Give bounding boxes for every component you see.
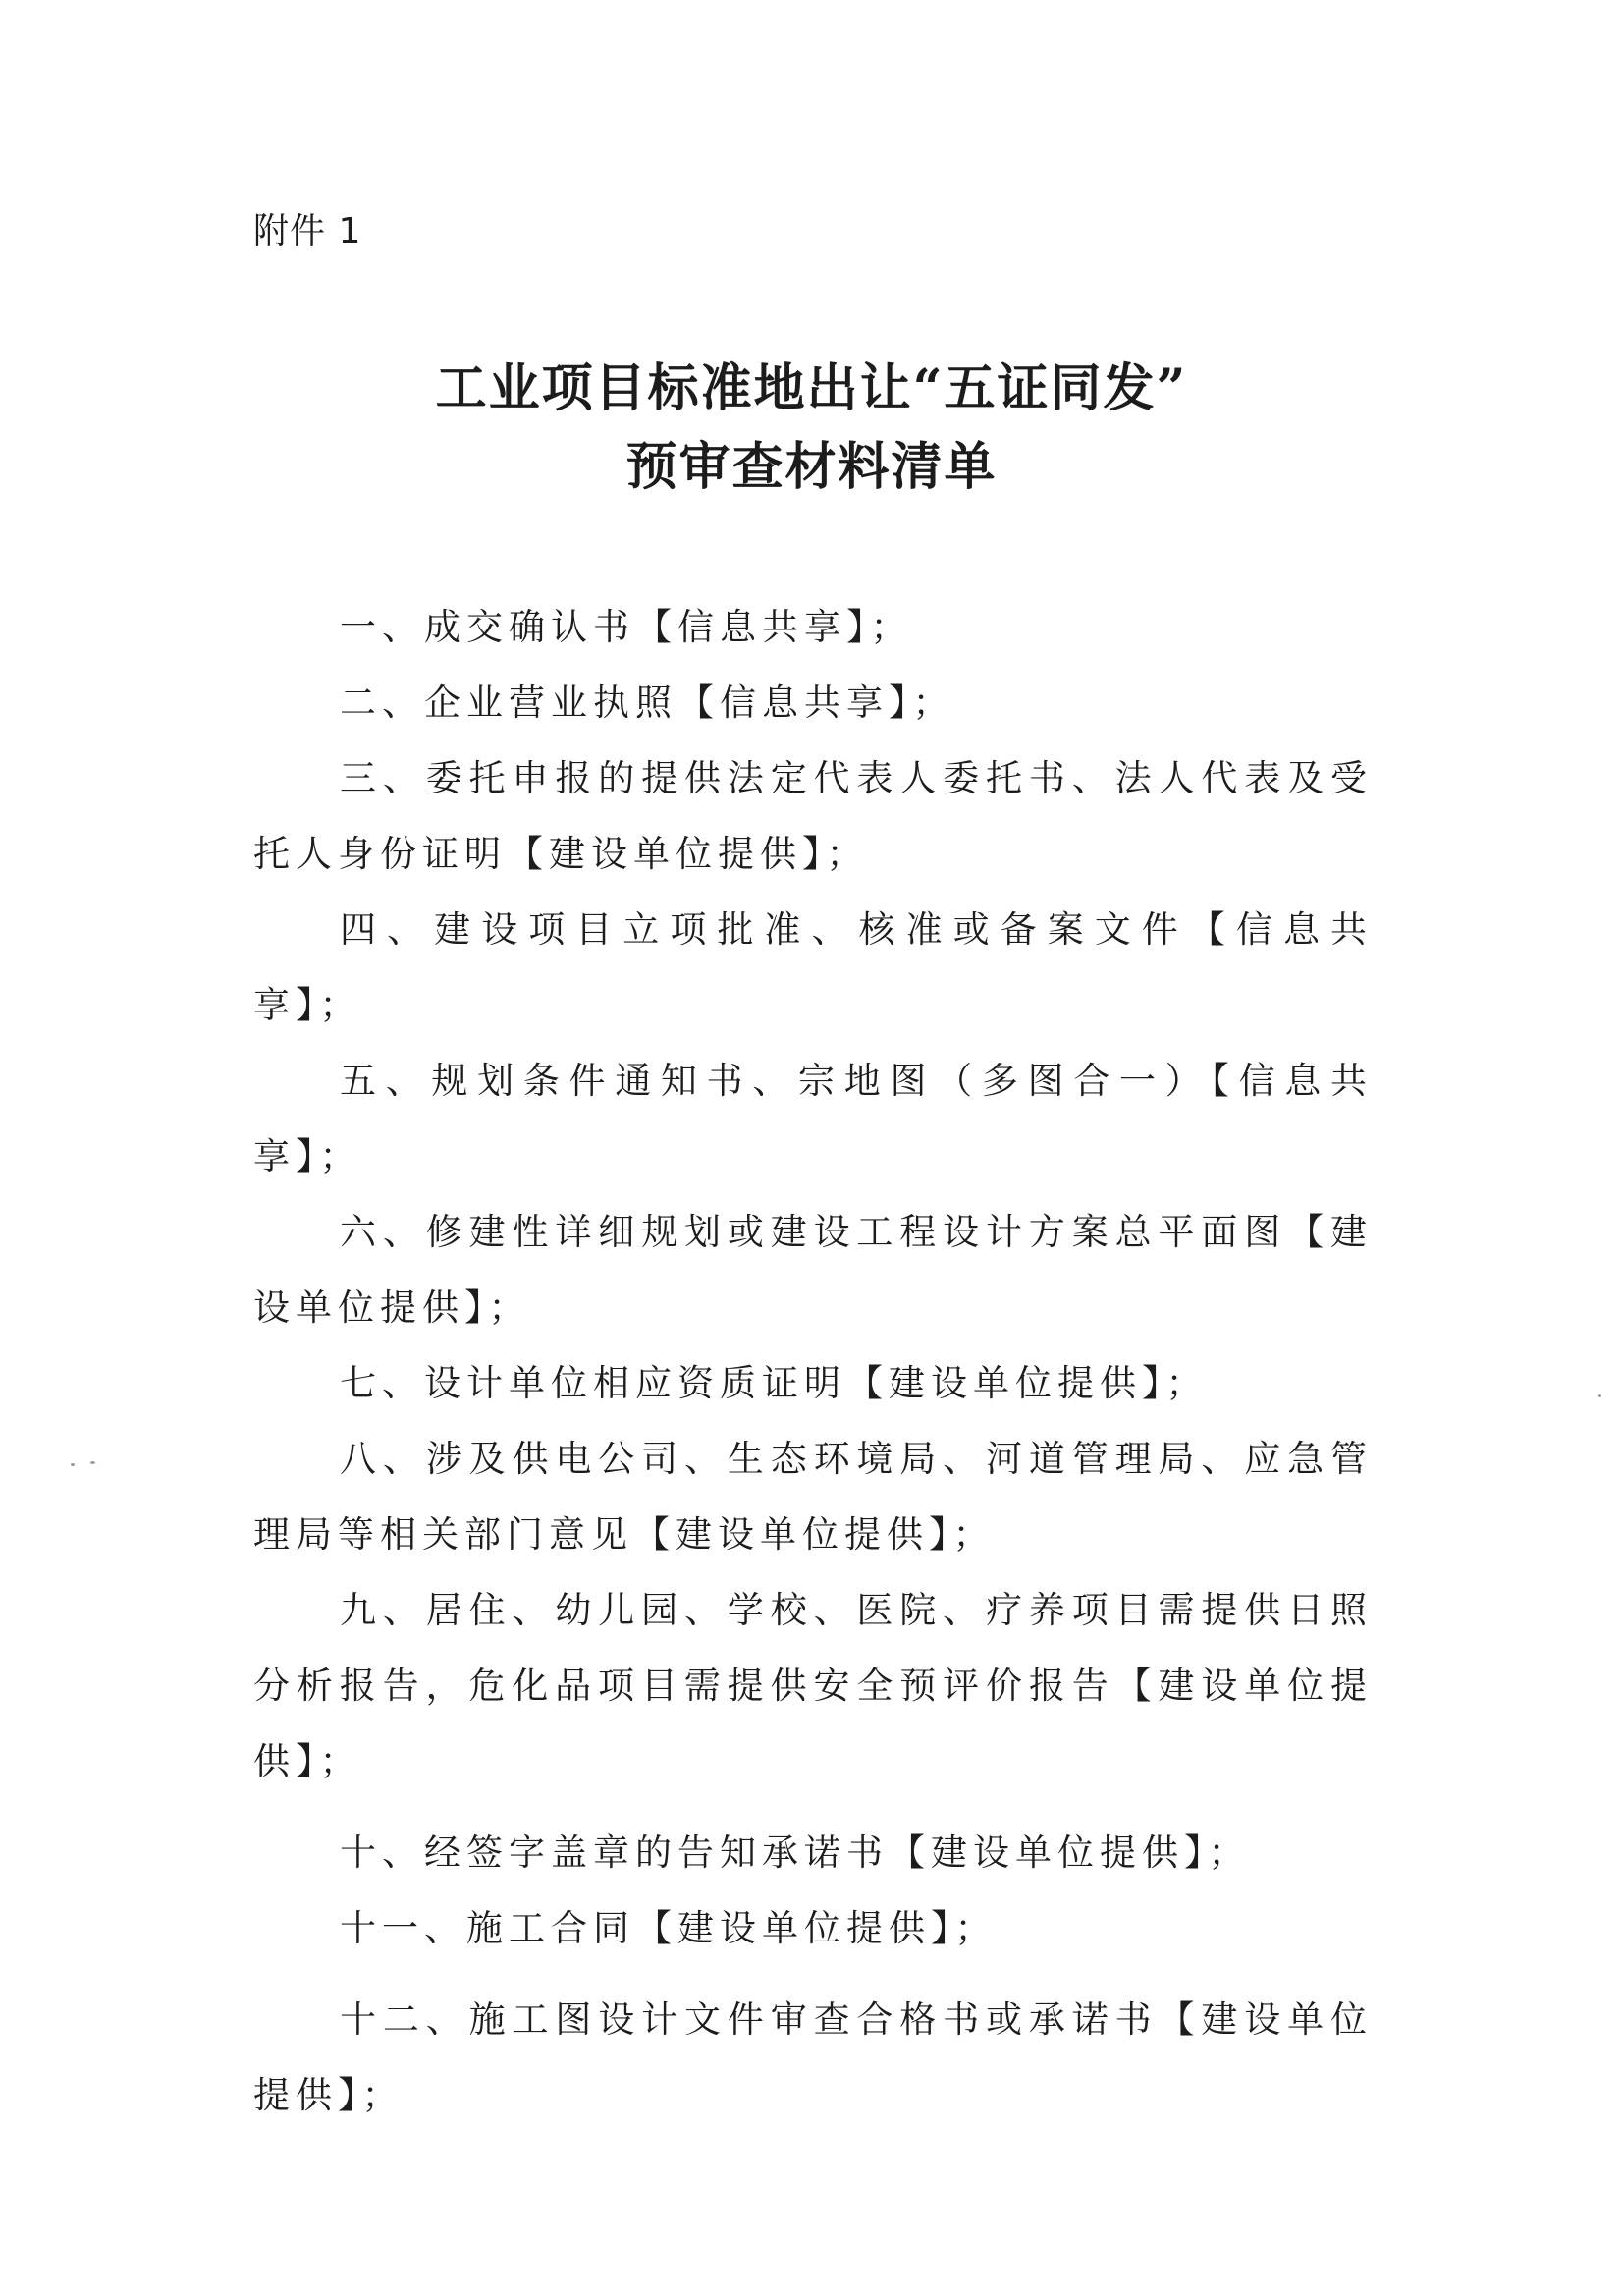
list-item: 四、建设项目立项批准、核准或备案文件【信息共享】； <box>253 908 1373 1026</box>
material-list <box>253 589 1373 2133</box>
title-line-1: 工业项目标准地出让“五证同发” <box>435 358 1188 418</box>
list-item: 七、设计单位相应资质证明【建设单位提供】； <box>340 1362 1209 1404</box>
list-item: 三、委托申报的提供法定代表人委托书、法人代表及受托人身份证明【建设单位提供】； <box>253 757 1373 875</box>
list-item: 八、涉及供电公司、生态环境局、河道管理局、应急管理局等相关部门意见【建设单位提供】； <box>253 1438 1373 1556</box>
list-item: 十二、施工图设计文件审查合格书或承诺书【建设单位提供】； <box>253 1998 1373 2116</box>
scan-artifact <box>71 1463 75 1466</box>
title-line-2: 预审查材料清单 <box>625 437 998 497</box>
list-item: 九、居住、幼儿园、学校、医院、疗养项目需提供日照分析报告，危化品项目需提供安全预评价报告【建设单位提供】； <box>253 1589 1373 1782</box>
list-item: 十一、施工合同【建设单位提供】； <box>340 1907 998 1949</box>
list-item: 十、经签字盖章的告知承诺书【建设单位提供】； <box>340 1831 1251 1874</box>
scan-artifact <box>90 1461 95 1464</box>
list-item: 一、成交确认书【信息共享】； <box>340 606 913 648</box>
list-item: 五、规划条件通知书、宗地图（多图合一）【信息共享】； <box>253 1060 1373 1177</box>
scan-artifact <box>1598 1394 1601 1397</box>
list-item: 六、修建性详细规划或建设工程设计方案总平面图【建设单位提供】； <box>253 1211 1373 1329</box>
list-item: 二、企业营业执照【信息共享】； <box>340 682 955 724</box>
attachment-label: 附件 1 <box>253 211 362 251</box>
